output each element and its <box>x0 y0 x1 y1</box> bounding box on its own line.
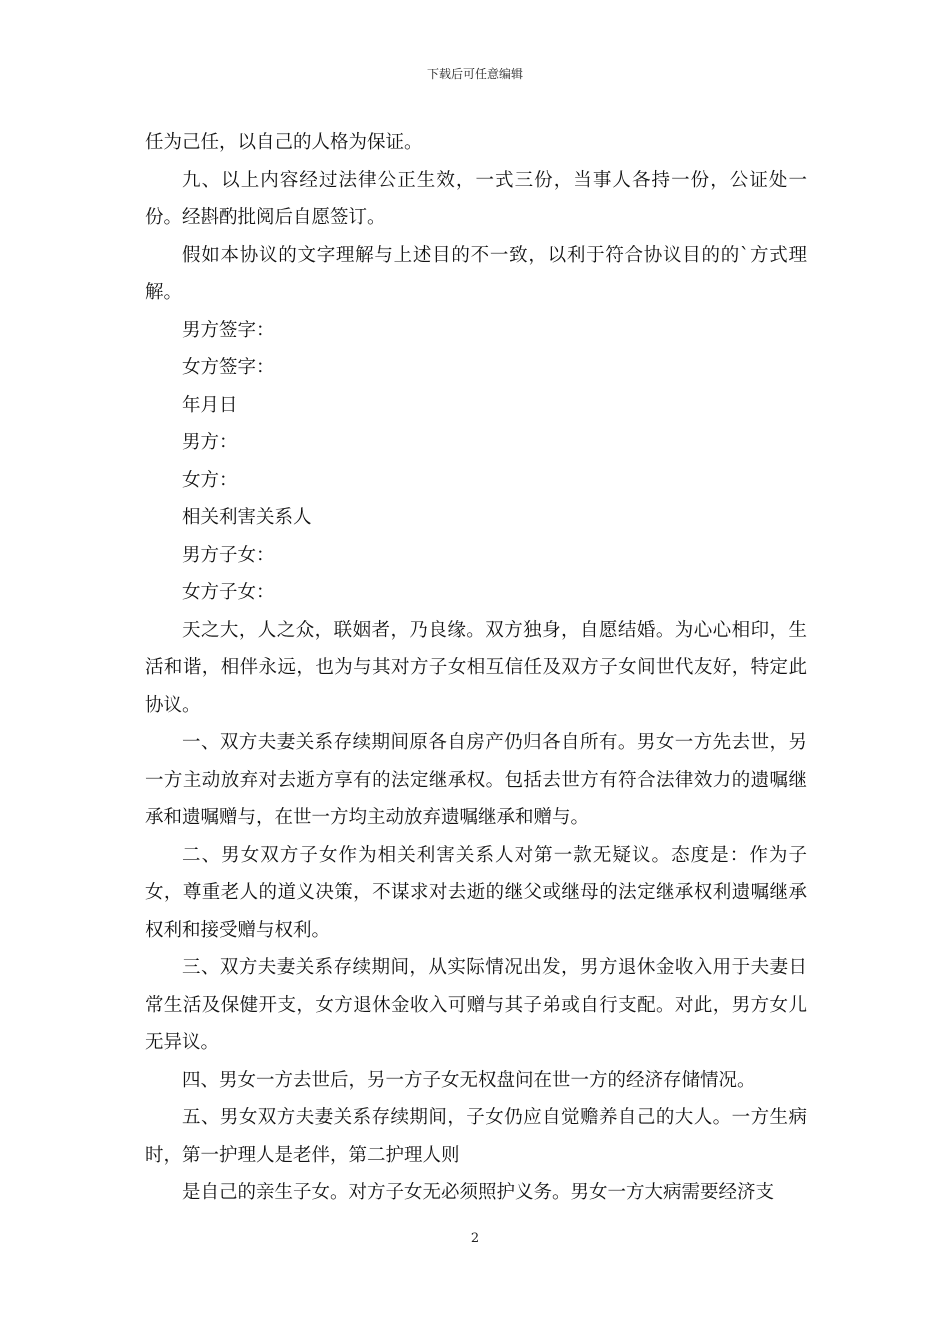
paragraph: 五、男女双方夫妻关系存续期间，子女仍应自觉赡养自己的大人。一方生病时，第一护理人是老伴，第二护理人则 <box>145 1107 807 1166</box>
paragraph: 是自己的亲生子女。对方子女无必须照护义务。男女一方大病需要经济支 <box>182 1182 775 1203</box>
paragraph: 假如本协议的文字理解与上述目的不一致，以利于符合协议目的的`方式理解。 <box>145 244 807 303</box>
children-line-female: 女方子女： <box>182 582 275 603</box>
page-header: 下载后可任意编辑 <box>426 67 523 81</box>
paragraph: 四、男女一方去世后，另一方子女无权盘问在世一方的经济存储情况。 <box>182 1069 756 1091</box>
signature-line-female: 女方签字： <box>182 357 275 378</box>
paragraph: 任为己任，以自己的人格为保证。 <box>145 132 423 153</box>
document-body <box>145 124 807 1212</box>
paragraph: 九、以上内容经过法律公正生效，一式三份，当事人各持一份，公证处一份。经斟酌批阅后自愿签订。 <box>145 169 807 228</box>
children-line-male: 男方子女： <box>182 544 275 566</box>
paragraph: 天之大，人之众，联姻者，乃良缘。双方独身，自愿结婚。为心心相印，生活和谐，相伴永远，也为与其对方子女相互信任及双方子女间世代友好，特定此协议。 <box>145 619 807 716</box>
page-number: 2 <box>470 1231 480 1246</box>
party-line-female: 女方： <box>182 469 238 491</box>
paragraph: 三、双方夫妻关系存续期间，从实际情况出发，男方退休金收入用于夫妻日常生活及保健开支，女方退休金收入可赠与其子弟或自行支配。对此，男方女儿无异议。 <box>145 957 807 1053</box>
party-line-male: 男方： <box>182 432 238 453</box>
date-line: 年月日 <box>182 394 238 416</box>
signature-line-male: 男方签字： <box>182 319 275 341</box>
paragraph: 一、双方夫妻关系存续期间原各自房产仍归各自所有。男女一方先去世，另一方主动放弃对去逝方享有的法定继承权。包括去世方有符合法律效力的遗嘱继承和遗嘱赠与，在世一方均主动放弃遗嘱继承和赠与。 <box>145 732 807 828</box>
interested-parties-heading: 相关利害关系人 <box>182 507 312 528</box>
paragraph: 二、男女双方子女作为相关利害关系人对第一款无疑议。态度是：作为子女，尊重老人的道义决策，不谋求对去逝的继父或继母的法定继承权利遗嘱继承权利和接受赠与权利。 <box>145 844 807 941</box>
